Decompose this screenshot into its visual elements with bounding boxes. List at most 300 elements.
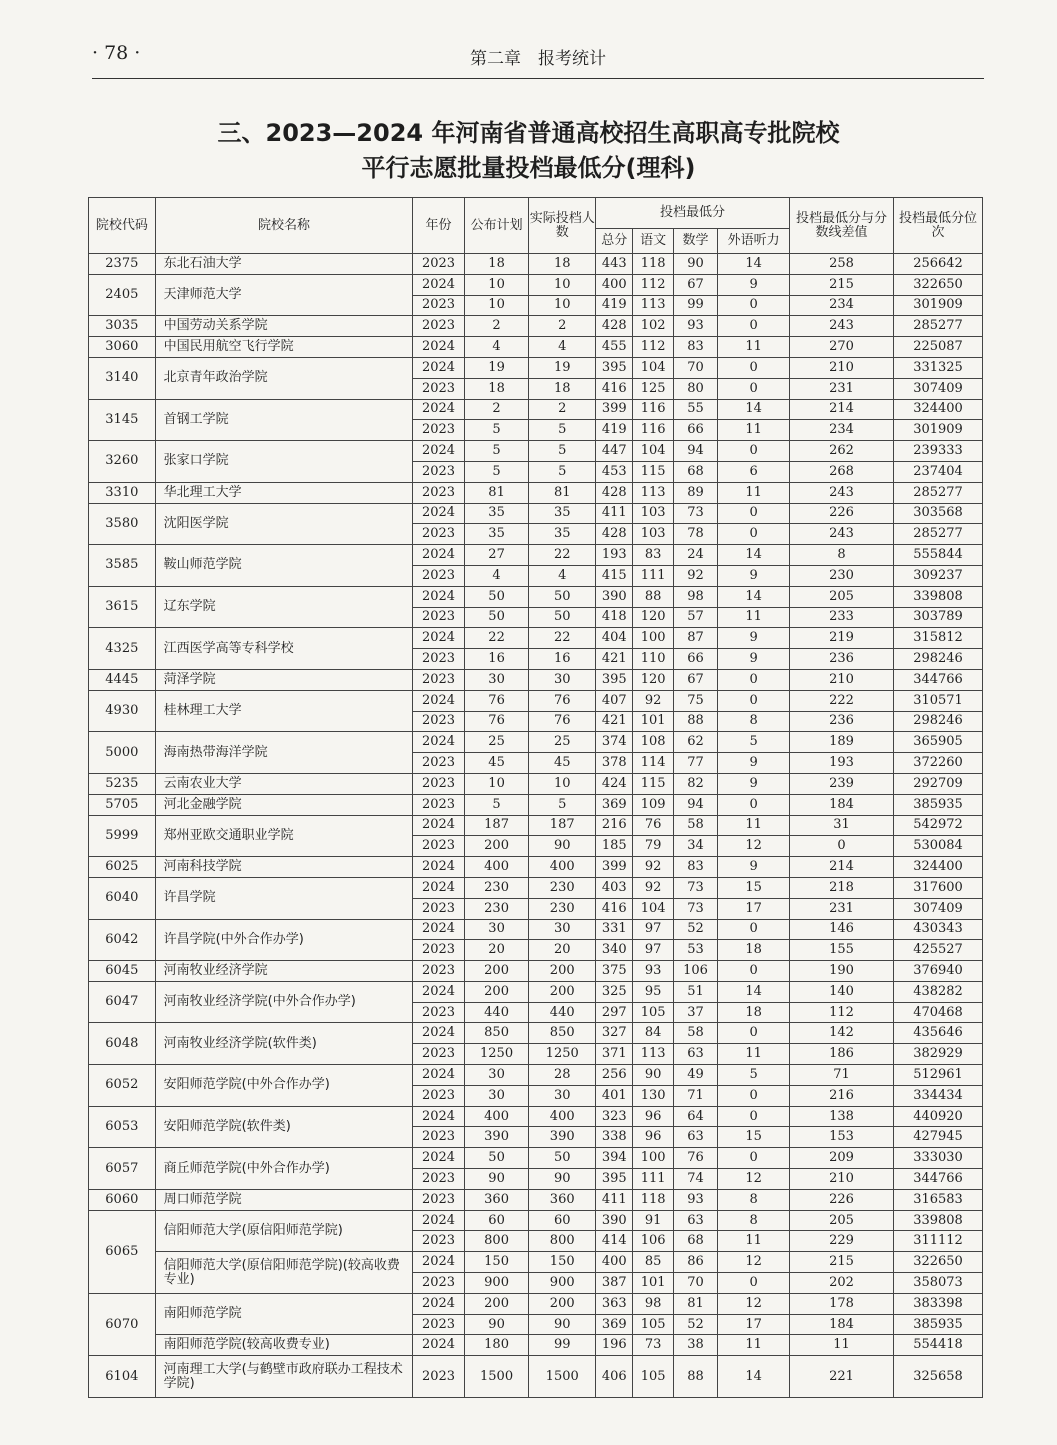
cell-diff: 233 [789,607,893,628]
cell-year: 2023 [413,1002,465,1023]
cell-listening: 18 [718,940,790,961]
cell-year: 2023 [413,1314,465,1335]
school-name: 首钢工学院 [155,399,413,441]
cell-chinese: 91 [633,1210,673,1231]
cell-total: 363 [596,1293,633,1314]
cell-listening: 12 [718,1169,790,1190]
cell-diff: 140 [789,981,893,1002]
cell-listening: 0 [718,1023,790,1044]
header-listening: 外语听力 [718,229,790,254]
cell-total: 394 [596,1148,633,1169]
cell-total: 395 [596,357,633,378]
cell-year: 2024 [413,586,465,607]
cell-actual: 16 [529,649,596,670]
school-name: 北京青年政治学院 [155,357,413,399]
cell-chinese: 130 [633,1085,673,1106]
cell-total: 216 [596,815,633,836]
cell-chinese: 95 [633,981,673,1002]
cell-diff: 112 [789,1002,893,1023]
cell-actual: 850 [529,1023,596,1044]
table-row [89,1065,983,1086]
school-name: 河南科技学院 [155,857,413,878]
school-name: 华北理工大学 [155,482,413,503]
cell-year: 2023 [413,1356,465,1398]
school-name: 海南热带海洋学院 [155,732,413,774]
cell-listening: 0 [718,357,790,378]
cell-total: 390 [596,586,633,607]
cell-diff: 138 [789,1106,893,1127]
cell-year: 2024 [413,1293,465,1314]
school-name: 沈阳医学院 [155,503,413,545]
school-code: 6040 [89,877,156,919]
cell-year: 2023 [413,461,465,482]
cell-math: 83 [673,857,717,878]
cell-plan: 20 [464,940,529,961]
cell-total: 399 [596,399,633,420]
cell-listening: 0 [718,961,790,982]
cell-year: 2023 [413,794,465,815]
cell-year: 2024 [413,399,465,420]
cell-total: 443 [596,254,633,275]
cell-listening: 8 [718,711,790,732]
school-code: 6057 [89,1148,156,1190]
cell-total: 404 [596,628,633,649]
cell-actual: 2 [529,399,596,420]
cell-chinese: 106 [633,1231,673,1252]
cell-diff: 219 [789,628,893,649]
school-name: 天津师范大学 [155,274,413,316]
cell-actual: 81 [529,482,596,503]
cell-chinese: 118 [633,1189,673,1210]
cell-diff: 215 [789,274,893,295]
cell-actual: 4 [529,565,596,586]
cell-math: 74 [673,1169,717,1190]
cell-math: 83 [673,337,717,358]
school-name: 商丘师范学院(中外合作办学) [155,1148,413,1190]
cell-diff: 231 [789,898,893,919]
school-code: 4930 [89,690,156,732]
cell-math: 55 [673,399,717,420]
cell-listening: 8 [718,1189,790,1210]
cell-diff: 184 [789,794,893,815]
table-row [89,877,983,898]
cell-plan: 50 [464,607,529,628]
cell-plan: 16 [464,649,529,670]
school-code: 3585 [89,545,156,587]
cell-rank: 307409 [894,898,983,919]
cell-math: 63 [673,1044,717,1065]
cell-chinese: 79 [633,836,673,857]
cell-total: 369 [596,1314,633,1335]
cell-math: 87 [673,628,717,649]
cell-total: 375 [596,961,633,982]
cell-year: 2023 [413,1044,465,1065]
cell-actual: 28 [529,1065,596,1086]
cell-listening: 0 [718,1085,790,1106]
school-code: 5999 [89,815,156,857]
school-name: 辽东学院 [155,586,413,628]
school-name: 东北石油大学 [155,254,413,275]
cell-year: 2023 [413,607,465,628]
cell-listening: 9 [718,649,790,670]
cell-total: 401 [596,1085,633,1106]
cell-diff: 218 [789,877,893,898]
cell-chinese: 96 [633,1127,673,1148]
cell-plan: 50 [464,1148,529,1169]
cell-plan: 19 [464,357,529,378]
cell-rank: 285277 [894,524,983,545]
cell-year: 2024 [413,1210,465,1231]
cell-year: 2024 [413,357,465,378]
cell-diff: 186 [789,1044,893,1065]
table-row [89,1335,983,1356]
cell-chinese: 111 [633,1169,673,1190]
cell-total: 400 [596,1252,633,1273]
cell-diff: 216 [789,1085,893,1106]
cell-actual: 18 [529,378,596,399]
table-row [89,482,983,503]
cell-year: 2023 [413,482,465,503]
table-row [89,794,983,815]
cell-actual: 230 [529,898,596,919]
cell-actual: 200 [529,981,596,1002]
cell-plan: 800 [464,1231,529,1252]
cell-diff: 190 [789,961,893,982]
cell-actual: 400 [529,1106,596,1127]
school-code: 3140 [89,357,156,399]
cell-chinese: 118 [633,254,673,275]
cell-plan: 400 [464,857,529,878]
cell-year: 2024 [413,1252,465,1273]
cell-actual: 30 [529,669,596,690]
cell-rank: 307409 [894,378,983,399]
cell-math: 70 [673,1273,717,1294]
school-code: 6070 [89,1293,156,1355]
cell-year: 2023 [413,711,465,732]
cell-actual: 5 [529,420,596,441]
cell-math: 67 [673,274,717,295]
cell-year: 2023 [413,1189,465,1210]
cell-rank: 310571 [894,690,983,711]
cell-actual: 50 [529,586,596,607]
school-name: 南阳师范学院 [155,1293,413,1335]
cell-math: 88 [673,711,717,732]
cell-chinese: 113 [633,482,673,503]
school-code: 5000 [89,732,156,774]
cell-rank: 324400 [894,399,983,420]
table-title-line2: 平行志愿批量投档最低分(理科) [361,154,696,182]
school-name: 菏泽学院 [155,669,413,690]
table-row [89,669,983,690]
school-code: 5705 [89,794,156,815]
cell-total: 374 [596,732,633,753]
cell-diff: 239 [789,773,893,794]
cell-rank: 440920 [894,1106,983,1127]
cell-diff: 202 [789,1273,893,1294]
page-header [92,40,984,79]
cell-diff: 209 [789,1148,893,1169]
cell-chinese: 114 [633,753,673,774]
cell-year: 2023 [413,524,465,545]
cell-rank: 322650 [894,1252,983,1273]
cell-chinese: 120 [633,607,673,628]
school-code: 3310 [89,482,156,503]
cell-rank: 303789 [894,607,983,628]
cell-year: 2024 [413,690,465,711]
table-row [89,441,983,462]
cell-chinese: 104 [633,357,673,378]
cell-listening: 15 [718,877,790,898]
school-code: 6065 [89,1210,156,1293]
cell-chinese: 100 [633,628,673,649]
cell-plan: 18 [464,378,529,399]
cell-plan: 18 [464,254,529,275]
cell-listening: 9 [718,628,790,649]
cell-diff: 210 [789,357,893,378]
cell-listening: 14 [718,254,790,275]
table-row [89,815,983,836]
cell-year: 2024 [413,815,465,836]
cell-chinese: 102 [633,316,673,337]
header-year: 年份 [413,198,465,254]
cell-diff: 142 [789,1023,893,1044]
cell-actual: 99 [529,1335,596,1356]
cell-listening: 11 [718,420,790,441]
cell-diff: 189 [789,732,893,753]
cell-math: 52 [673,919,717,940]
table-row [89,628,983,649]
cell-actual: 20 [529,940,596,961]
cell-diff: 231 [789,378,893,399]
cell-math: 93 [673,316,717,337]
cell-year: 2023 [413,836,465,857]
cell-math: 77 [673,753,717,774]
cell-listening: 0 [718,1273,790,1294]
cell-listening: 14 [718,545,790,566]
cell-actual: 19 [529,357,596,378]
cell-listening: 0 [718,919,790,940]
table-row [89,1293,983,1314]
cell-year: 2023 [413,1169,465,1190]
cell-diff: 153 [789,1127,893,1148]
cell-rank: 385935 [894,1314,983,1335]
school-code: 2405 [89,274,156,316]
cell-chinese: 113 [633,295,673,316]
cell-actual: 5 [529,794,596,815]
cell-plan: 4 [464,337,529,358]
cell-plan: 400 [464,1106,529,1127]
cell-total: 400 [596,274,633,295]
cell-listening: 9 [718,773,790,794]
cell-listening: 0 [718,524,790,545]
cell-math: 38 [673,1335,717,1356]
cell-math: 93 [673,1189,717,1210]
cell-chinese: 97 [633,919,673,940]
cell-math: 63 [673,1210,717,1231]
cell-total: 369 [596,794,633,815]
cell-rank: 285277 [894,316,983,337]
cell-year: 2024 [413,1023,465,1044]
admission-score-table [88,197,983,1398]
cell-rank: 315812 [894,628,983,649]
cell-chinese: 83 [633,545,673,566]
cell-rank: 317600 [894,877,983,898]
cell-diff: 155 [789,940,893,961]
cell-actual: 390 [529,1127,596,1148]
cell-actual: 230 [529,877,596,898]
cell-total: 185 [596,836,633,857]
cell-plan: 10 [464,295,529,316]
cell-plan: 45 [464,753,529,774]
cell-actual: 360 [529,1189,596,1210]
cell-plan: 200 [464,961,529,982]
cell-plan: 30 [464,1085,529,1106]
cell-chinese: 101 [633,711,673,732]
cell-listening: 9 [718,274,790,295]
cell-math: 89 [673,482,717,503]
table-row [89,316,983,337]
cell-listening: 11 [718,337,790,358]
cell-rank: 316583 [894,1189,983,1210]
cell-chinese: 92 [633,857,673,878]
school-code: 3260 [89,441,156,483]
header-chinese: 语文 [633,229,673,254]
cell-actual: 187 [529,815,596,836]
cell-listening: 14 [718,1356,790,1398]
cell-rank: 334434 [894,1085,983,1106]
cell-rank: 298246 [894,711,983,732]
cell-plan: 2 [464,399,529,420]
cell-total: 196 [596,1335,633,1356]
cell-rank: 383398 [894,1293,983,1314]
cell-actual: 18 [529,254,596,275]
cell-plan: 35 [464,524,529,545]
school-code: 3580 [89,503,156,545]
table-row [89,337,983,358]
cell-diff: 226 [789,503,893,524]
cell-chinese: 112 [633,337,673,358]
school-name: 郑州亚欧交通职业学院 [155,815,413,857]
cell-rank: 325658 [894,1356,983,1398]
header-total: 总分 [596,229,633,254]
cell-math: 66 [673,420,717,441]
school-name: 中国劳动关系学院 [155,316,413,337]
cell-total: 390 [596,1210,633,1231]
cell-rank: 239333 [894,441,983,462]
school-name: 桂林理工大学 [155,690,413,732]
cell-year: 2023 [413,753,465,774]
cell-total: 256 [596,1065,633,1086]
cell-listening: 11 [718,1044,790,1065]
cell-total: 395 [596,669,633,690]
cell-listening: 17 [718,1314,790,1335]
cell-listening: 6 [718,461,790,482]
cell-total: 419 [596,420,633,441]
cell-chinese: 104 [633,441,673,462]
school-code: 6045 [89,961,156,982]
cell-rank: 339808 [894,586,983,607]
cell-diff: 236 [789,711,893,732]
cell-rank: 425527 [894,940,983,961]
cell-total: 455 [596,337,633,358]
cell-listening: 9 [718,857,790,878]
cell-year: 2023 [413,961,465,982]
cell-rank: 225087 [894,337,983,358]
cell-rank: 301909 [894,295,983,316]
table-row [89,732,983,753]
cell-listening: 12 [718,836,790,857]
cell-chinese: 104 [633,898,673,919]
cell-rank: 427945 [894,1127,983,1148]
cell-math: 68 [673,461,717,482]
cell-math: 66 [673,649,717,670]
school-code: 6052 [89,1065,156,1107]
cell-year: 2023 [413,898,465,919]
cell-plan: 60 [464,1210,529,1231]
cell-math: 94 [673,794,717,815]
school-name: 鞍山师范学院 [155,545,413,587]
cell-plan: 90 [464,1314,529,1335]
cell-rank: 435646 [894,1023,983,1044]
cell-year: 2023 [413,1127,465,1148]
cell-math: 57 [673,607,717,628]
cell-math: 70 [673,357,717,378]
table-row [89,773,983,794]
cell-diff: 0 [789,836,893,857]
cell-plan: 81 [464,482,529,503]
header-math: 数学 [673,229,717,254]
cell-chinese: 125 [633,378,673,399]
cell-listening: 11 [718,1231,790,1252]
cell-diff: 31 [789,815,893,836]
school-name: 张家口学院 [155,441,413,483]
cell-actual: 90 [529,836,596,857]
cell-listening: 0 [718,503,790,524]
cell-math: 81 [673,1293,717,1314]
cell-year: 2023 [413,316,465,337]
cell-chinese: 84 [633,1023,673,1044]
cell-actual: 35 [529,524,596,545]
cell-listening: 11 [718,1335,790,1356]
cell-math: 94 [673,441,717,462]
cell-plan: 180 [464,1335,529,1356]
cell-actual: 5 [529,461,596,482]
cell-rank: 530084 [894,836,983,857]
cell-listening: 14 [718,586,790,607]
cell-chinese: 103 [633,503,673,524]
cell-plan: 5 [464,441,529,462]
cell-diff: 205 [789,586,893,607]
cell-total: 327 [596,1023,633,1044]
school-name: 河南牧业经济学院(中外合作办学) [155,981,413,1023]
school-code: 5235 [89,773,156,794]
cell-plan: 230 [464,877,529,898]
cell-plan: 5 [464,794,529,815]
cell-rank: 333030 [894,1148,983,1169]
cell-total: 421 [596,649,633,670]
cell-diff: 205 [789,1210,893,1231]
cell-rank: 331325 [894,357,983,378]
table-row [89,919,983,940]
cell-total: 338 [596,1127,633,1148]
cell-chinese: 115 [633,773,673,794]
cell-diff: 178 [789,1293,893,1314]
cell-listening: 11 [718,607,790,628]
cell-math: 88 [673,1356,717,1398]
cell-total: 411 [596,503,633,524]
table-row [89,274,983,295]
cell-actual: 1250 [529,1044,596,1065]
